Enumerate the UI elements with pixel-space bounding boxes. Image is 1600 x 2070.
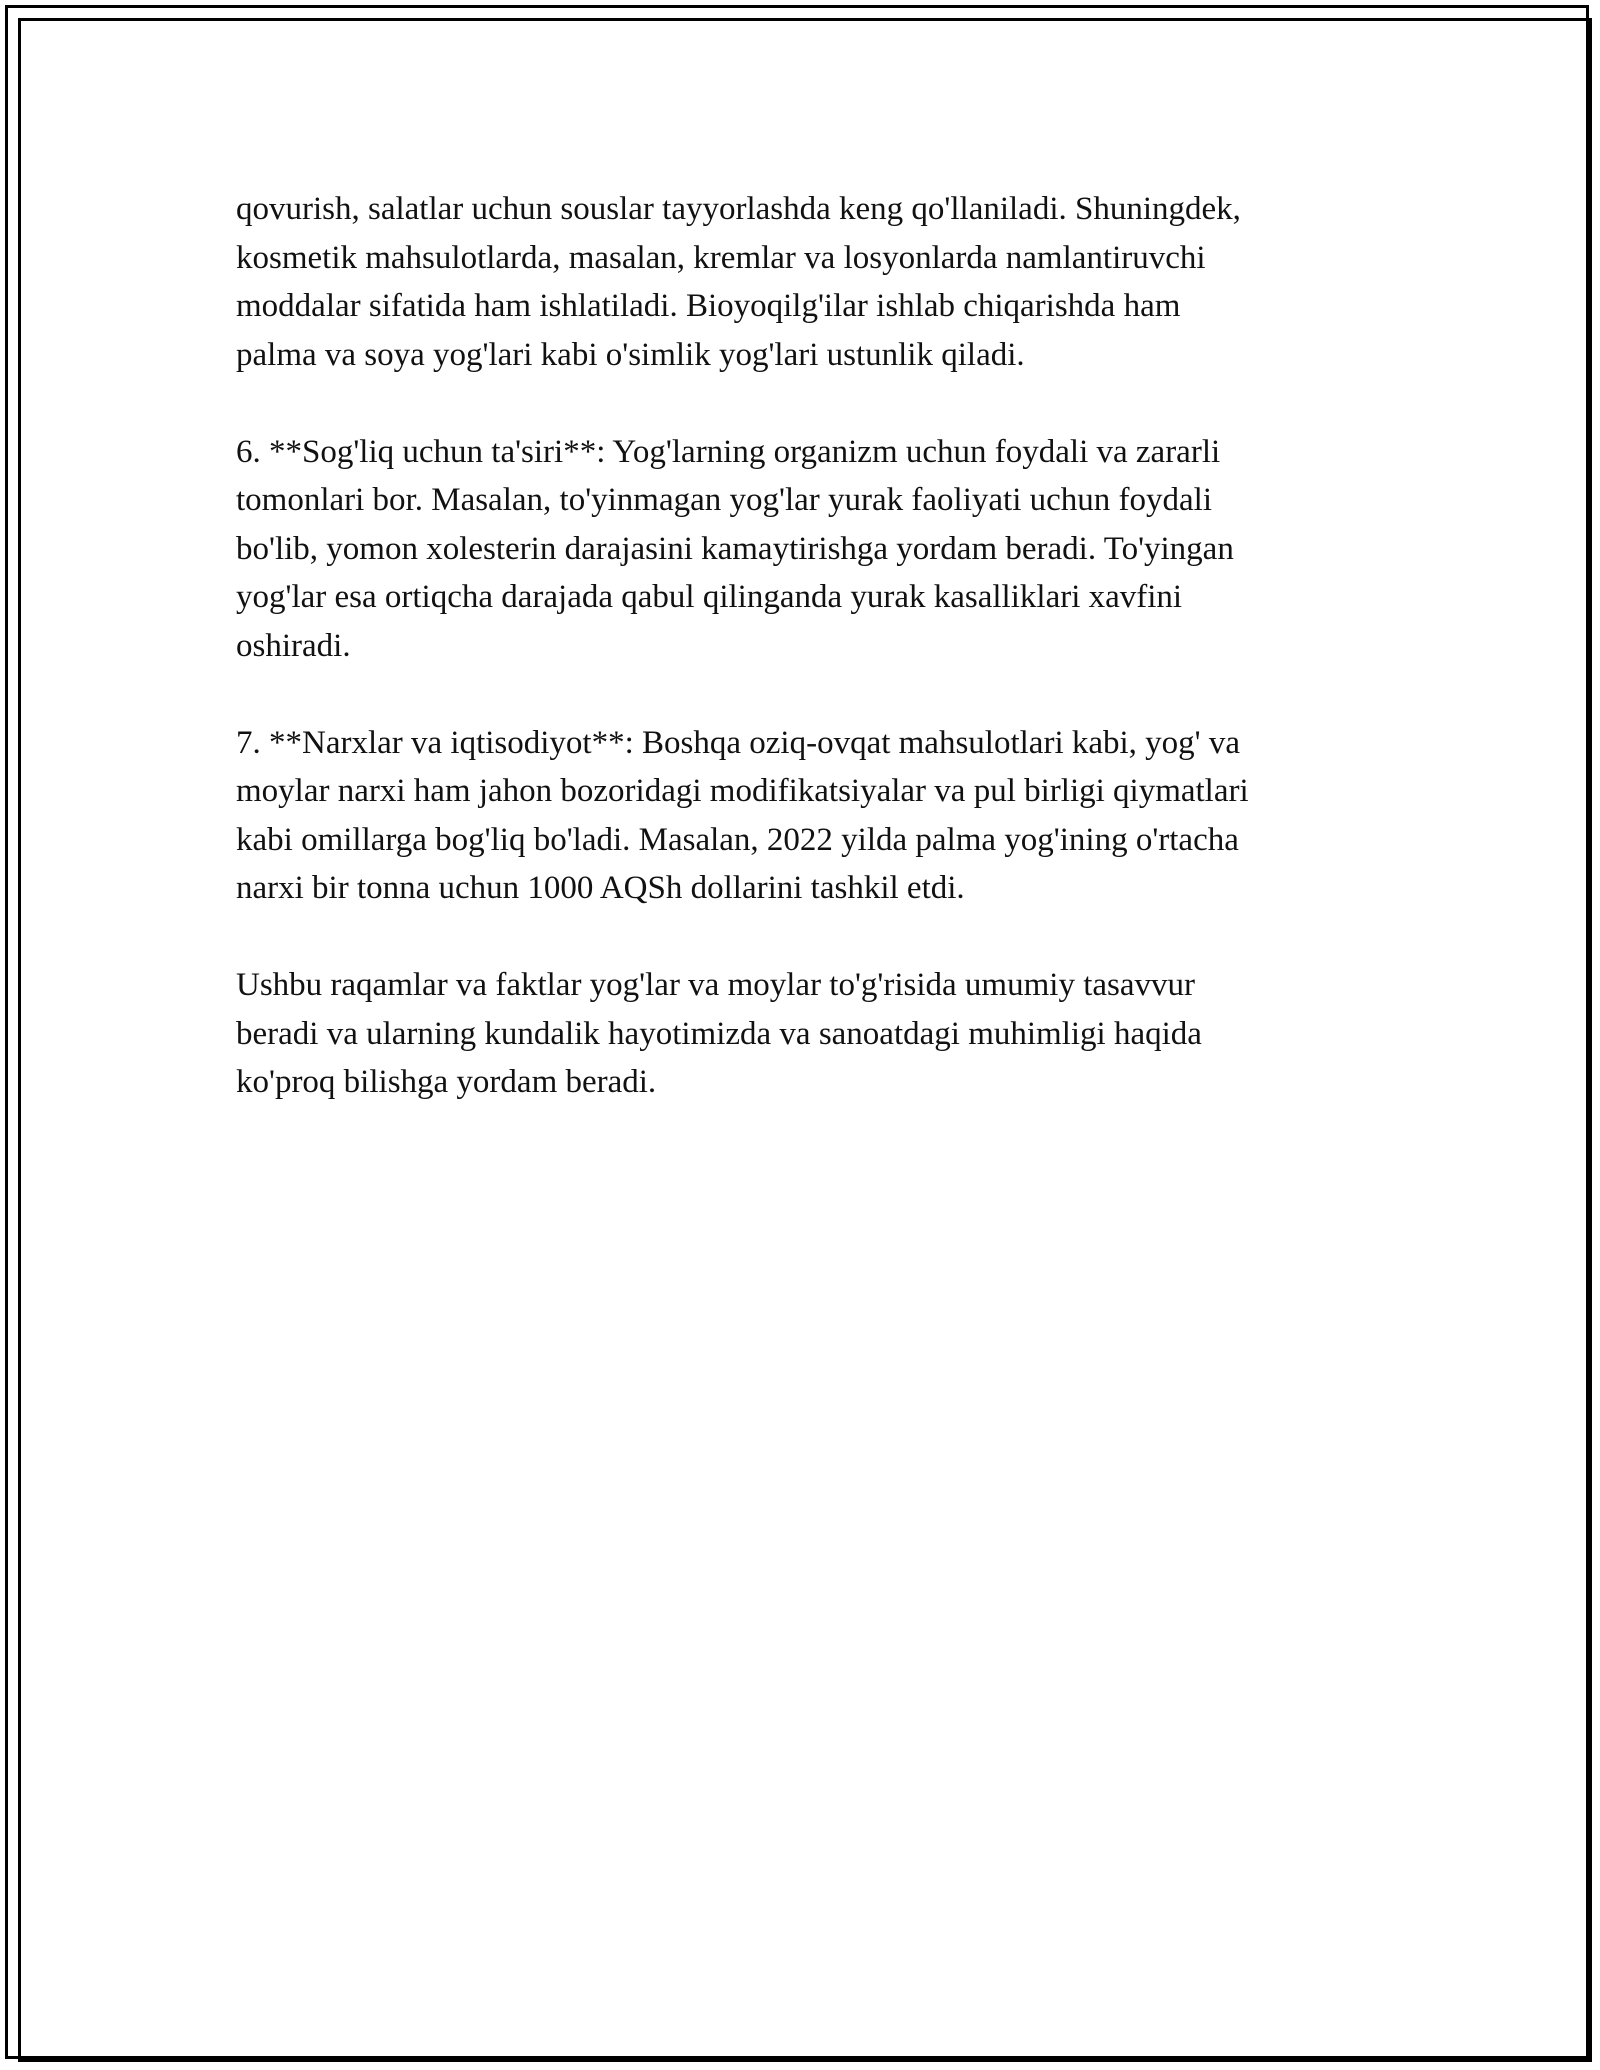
text-line: palma va soya yog'lari kabi o'simlik yog'lari ustunlik qiladi. — [236, 336, 1025, 373]
text-line: moylar narxi ham jahon bozoridagi modifikatsiyalar va pul birligi qiymatlari — [236, 773, 1249, 809]
paragraph-health-effects — [236, 428, 1396, 671]
text-line: Ushbu raqamlar va faktlar yog'lar va moylar to'g'risida umumiy tasavvur — [236, 967, 1195, 1003]
text-line: beradi va ularning kundalik hayotimizda va sanoatdagi muhimligi haqida — [236, 1015, 1202, 1052]
paragraph-prices-economy — [236, 719, 1396, 913]
text-line: kabi omillarga bog'liq bo'ladi. Masalan, 2022 yilda palma yog'ining o'rtacha — [236, 821, 1239, 858]
paragraph-uses — [236, 185, 1396, 379]
text-line: ko'proq bilishga yordam beradi. — [236, 1064, 657, 1100]
text-line: yog'lar esa ortiqcha darajada qabul qilinganda yurak kasalliklari xavfini — [236, 579, 1183, 615]
document-body — [236, 185, 1396, 1155]
text-line: oshiradi. — [236, 627, 351, 664]
text-line: kosmetik mahsulotlarda, masalan, kremlar va losyonlarda namlantiruvchi — [236, 239, 1206, 276]
text-line: 7. **Narxlar va iqtisodiyot**: Boshqa oziq-ovqat mahsulotlari kabi, yog' va — [236, 724, 1241, 761]
text-line: moddalar sifatida ham ishlatiladi. Bioyoqilg'ilar ishlab chiqarishda ham — [236, 288, 1181, 324]
text-line: narxi bir tonna uchun 1000 AQSh dollarini tashkil etdi. — [236, 870, 965, 906]
paragraph-conclusion — [236, 961, 1396, 1107]
text-line: 6. **Sog'liq uchun ta'siri**: Yog'larning organizm uchun foydali va zararli — [236, 433, 1221, 470]
text-line: bo'lib, yomon xolesterin darajasini kamaytirishga yordam beradi. To'yingan — [236, 530, 1234, 567]
text-line: qovurish, salatlar uchun souslar tayyorlashda keng qo'llaniladi. Shuningdek, — [236, 191, 1241, 227]
text-line: tomonlari bor. Masalan, to'yinmagan yog'lar yurak faoliyati uchun foydali — [236, 482, 1212, 518]
